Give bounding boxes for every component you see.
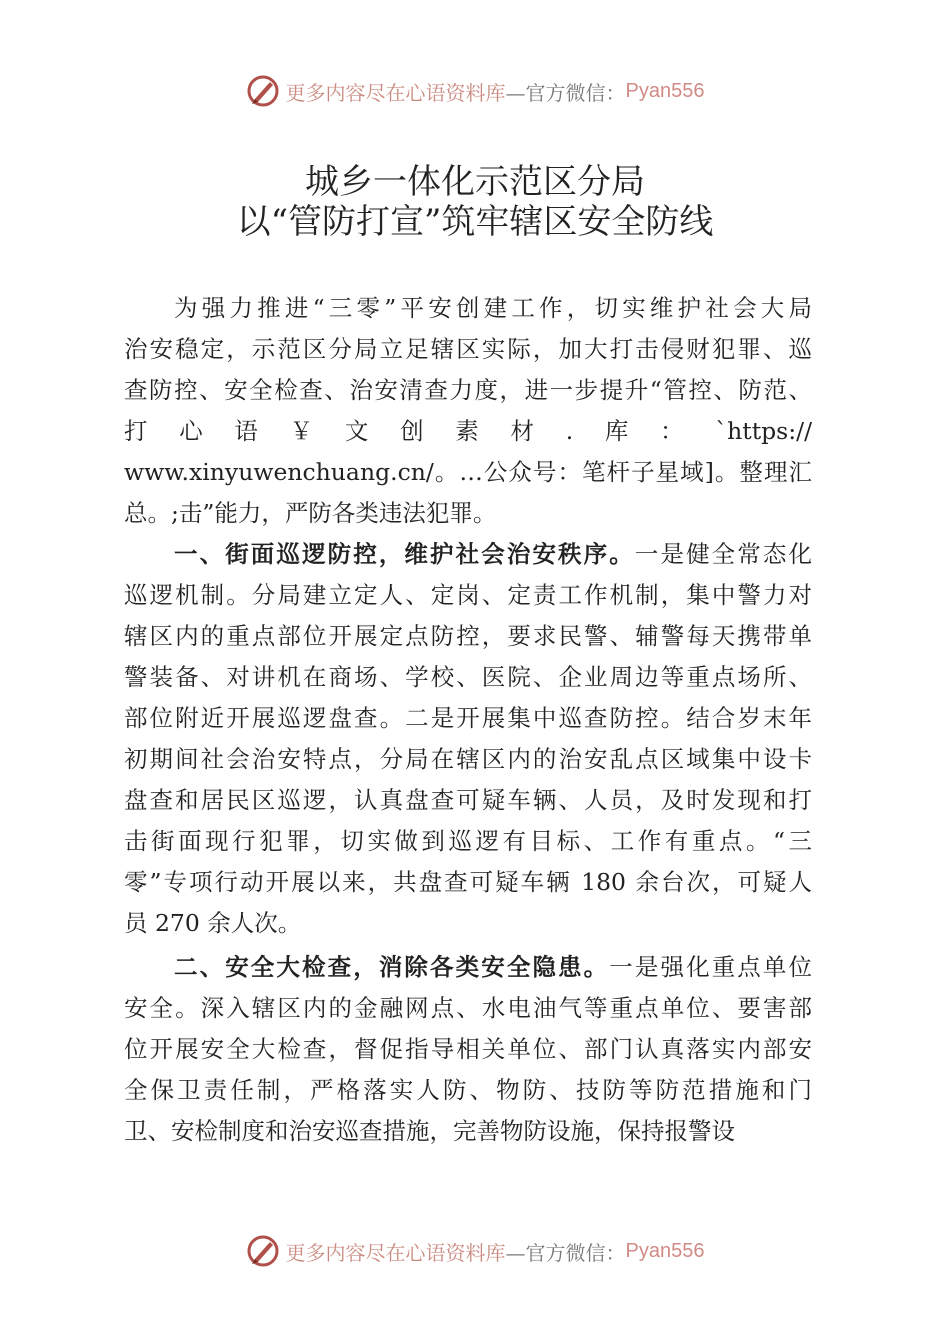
- paragraph-line: 查防控、安全检查、治安清查力度，进一步提升“管控、防范、: [124, 376, 812, 404]
- paragraph-line: 全保卫责任制，严格落实人防、物防、技防等防范措施和门: [124, 1076, 812, 1104]
- paragraph-line: 击街面现行犯罪，切实做到巡逻有目标、工作有重点。“三: [124, 827, 812, 855]
- paragraph-line: 辖区内的重点部位开展定点防控，要求民警、辅警每天携带单: [124, 622, 812, 650]
- paragraph-line: 打心语￥文创素材.库：`https://: [124, 417, 812, 445]
- paragraph-line: 零”专项行动开展以来，共盘查可疑车辆 180 余台次，可疑人: [124, 868, 812, 896]
- paragraph-line: 警装备、对讲机在商场、学校、医院、企业周边等重点场所、: [124, 663, 812, 691]
- paragraph-line: 位开展安全大检查，督促指导相关单位、部门认真落实内部安: [124, 1035, 812, 1063]
- paragraph-line: 安全。深入辖区内的金融网点、水电油气等重点单位、要害部: [124, 994, 812, 1022]
- paragraph-line: 盘查和居民区巡逻，认真盘查可疑车辆、人员，及时发现和打: [124, 786, 812, 814]
- section-heading: 二、安全大检查，消除各类安全隐患。: [174, 953, 610, 981]
- watermark-wechat-label: —官方微信：: [505, 1240, 626, 1265]
- pen-logo-icon: [246, 74, 280, 108]
- paragraph: [124, 534, 812, 944]
- pen-logo-icon: [246, 1234, 280, 1268]
- paragraph-line: 巡逻机制。分局建立定人、定岗、定责工作机制，集中警力对: [124, 581, 812, 609]
- watermark-footer: [0, 1234, 950, 1268]
- paragraph-line: 初期间社会治安特点，分局在辖区内的治安乱点区域集中设卡: [124, 745, 812, 773]
- watermark-text: 更多内容尽在心语资料库: [285, 80, 506, 105]
- paragraph-text: 一是强化重点单位: [609, 953, 813, 981]
- watermark-wechat-id: Pyan556: [625, 79, 705, 102]
- paragraph-line: [124, 534, 812, 575]
- watermark-wechat-id: Pyan556: [625, 1239, 705, 1262]
- paragraph-line: 员 270 余人次。: [124, 909, 302, 937]
- paragraph-line: [124, 947, 812, 988]
- paragraph-line: 总。;击”能力，严防各类违法犯罪。: [124, 499, 497, 527]
- paragraph: [124, 947, 812, 1152]
- paragraph-line: www.xinyuwenchuang.cn/。…公众号：笔杆子星域]。整理汇: [124, 458, 812, 486]
- paragraph: [124, 288, 812, 534]
- watermark-text: 更多内容尽在心语资料库: [285, 1240, 506, 1265]
- paragraph-line: 卫、安检制度和治安巡查措施，完善物防设施，保持报警设: [124, 1117, 735, 1145]
- document-title-line2: 以“管防打宣”筑牢辖区安全防线: [236, 202, 714, 242]
- paragraph-line: 为强力推进“三零”平安创建工作，切实维护社会大局: [174, 294, 812, 322]
- paragraph-text: 一是健全常态化: [634, 540, 812, 568]
- watermark-header: [0, 74, 950, 108]
- section-heading: 一、街面巡逻防控，维护社会治安秩序。: [174, 540, 635, 568]
- document-title-line1: 城乡一体化示范区分局: [305, 162, 645, 202]
- paragraph-line: 部位附近开展巡逻盘查。二是开展集中巡查防控。结合岁末年: [124, 704, 812, 732]
- watermark-wechat-label: —官方微信：: [505, 80, 626, 105]
- document-body: [124, 288, 812, 1152]
- paragraph-line: 治安稳定，示范区分局立足辖区实际，加大打击侵财犯罪、巡: [124, 335, 812, 363]
